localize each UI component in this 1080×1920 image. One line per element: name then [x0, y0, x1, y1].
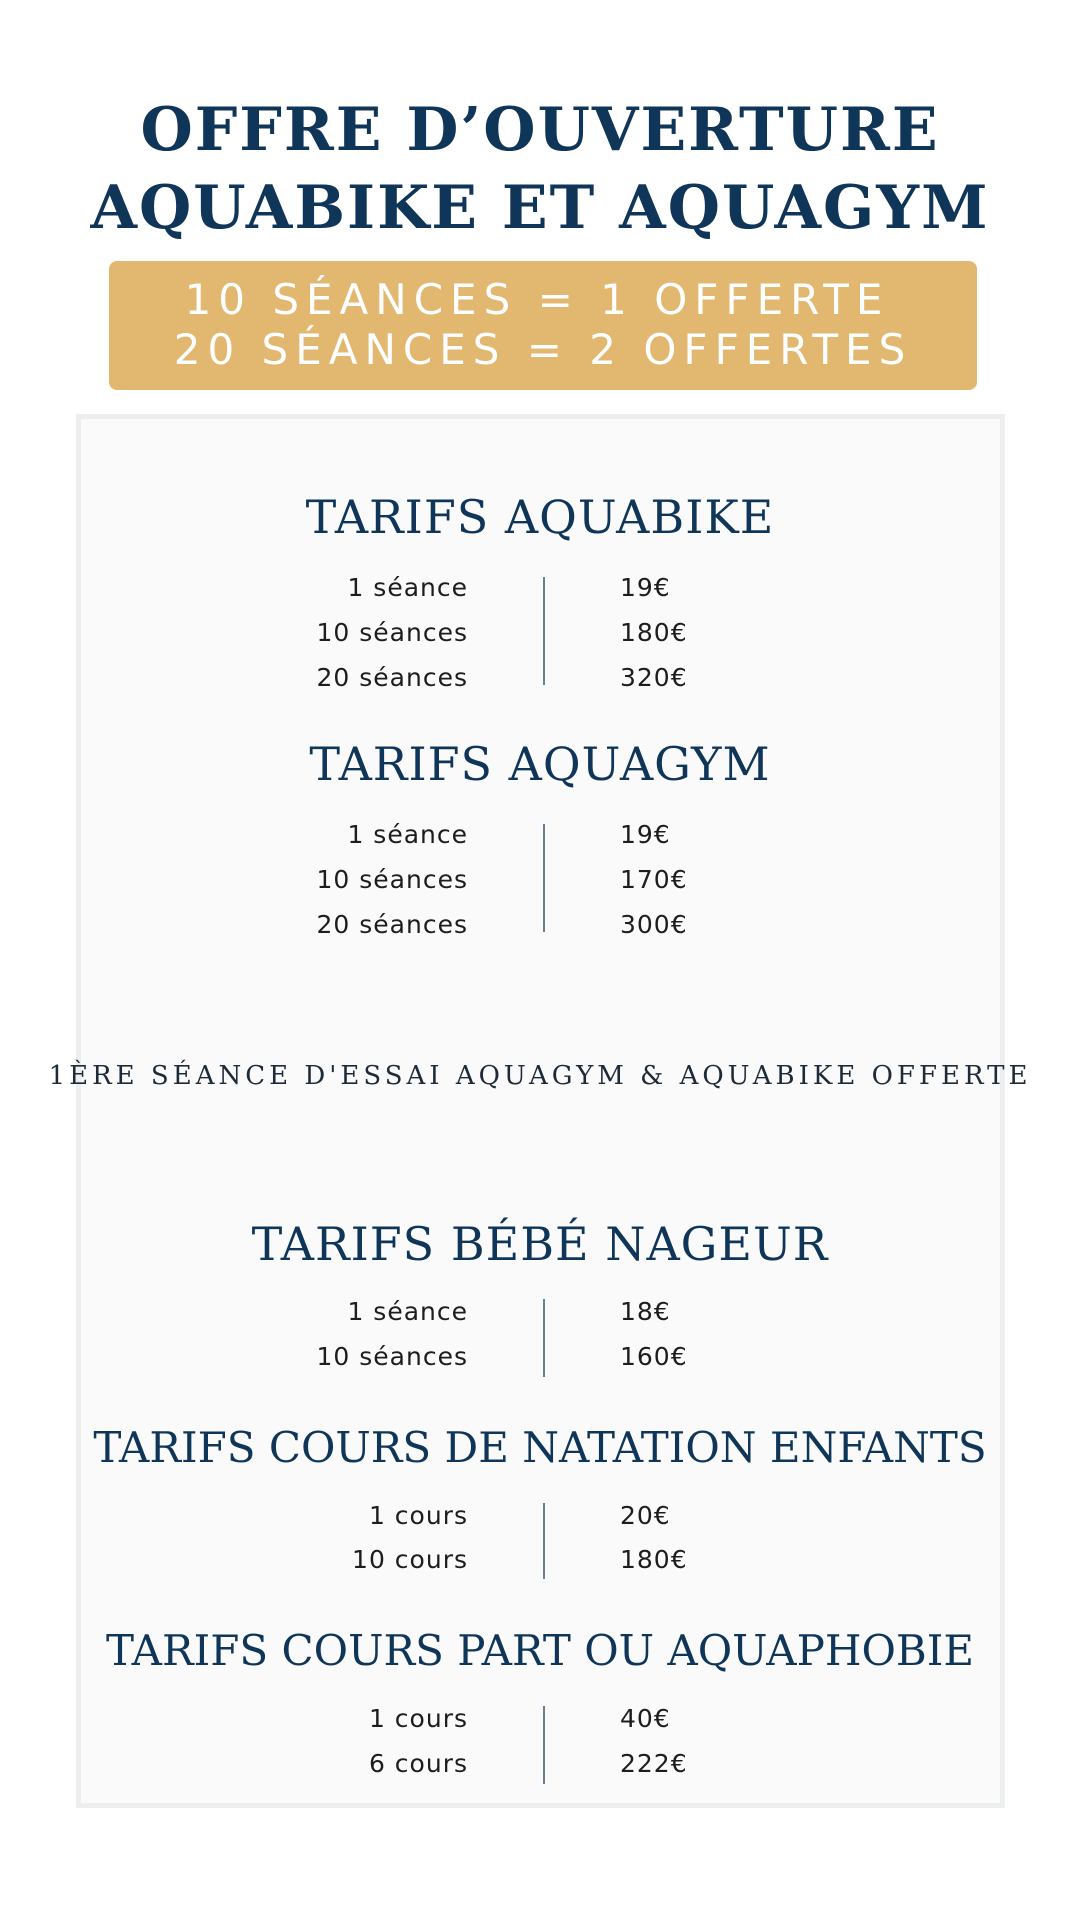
price-row-amount: 19€ — [620, 820, 671, 849]
price-row-quantity: 6 cours — [368, 1749, 468, 1778]
price-row — [0, 663, 1080, 699]
price-row — [0, 1501, 1080, 1537]
price-row — [0, 1704, 1080, 1740]
price-row-amount: 222€ — [620, 1749, 688, 1778]
section-title-aquagym: TARIFS AQUAGYM — [309, 737, 771, 791]
section-title-aquabike: TARIFS AQUABIKE — [305, 490, 775, 544]
price-row-quantity: 20 séances — [316, 910, 468, 939]
price-row-amount: 160€ — [620, 1342, 688, 1371]
price-row-quantity: 1 séance — [347, 820, 468, 849]
headline-line-1: OFFRE D’OUVERTURE — [140, 95, 940, 165]
offer-banner — [109, 261, 977, 390]
headline-line-2: AQUABIKE ET AQUAGYM — [90, 173, 990, 243]
price-row-amount: 180€ — [620, 1545, 688, 1574]
price-row-amount: 40€ — [620, 1704, 671, 1733]
price-row-quantity: 1 cours — [368, 1501, 468, 1530]
price-row-quantity: 20 séances — [316, 663, 468, 692]
price-row-amount: 300€ — [620, 910, 688, 939]
price-row — [0, 1749, 1080, 1785]
price-row — [0, 1545, 1080, 1581]
price-row — [0, 618, 1080, 654]
price-row-amount: 320€ — [620, 663, 688, 692]
price-row — [0, 910, 1080, 946]
price-row-amount: 180€ — [620, 618, 688, 647]
trial-offer-text: 1ÈRE SÉANCE D'ESSAI AQUAGYM & AQUABIKE OFFERTE — [48, 1061, 1032, 1091]
price-row — [0, 820, 1080, 856]
price-row-amount: 18€ — [620, 1297, 671, 1326]
price-row-quantity: 1 cours — [368, 1704, 468, 1733]
price-row — [0, 865, 1080, 901]
price-row-amount: 19€ — [620, 573, 671, 602]
price-row — [0, 1342, 1080, 1378]
price-row — [0, 1297, 1080, 1333]
price-row-quantity: 10 séances — [316, 618, 468, 647]
section-title-bebe-nageur: TARIFS BÉBÉ NAGEUR — [251, 1217, 829, 1271]
offer-banner-line-1: 10 SÉANCES = 1 OFFERTE — [184, 275, 890, 324]
price-row-quantity: 10 séances — [316, 1342, 468, 1371]
section-title-natation-enfants: TARIFS COURS DE NATATION ENFANTS — [93, 1423, 987, 1472]
price-row-quantity: 10 séances — [316, 865, 468, 894]
price-row — [0, 573, 1080, 609]
section-title-aquaphobie: TARIFS COURS PART OU AQUAPHOBIE — [105, 1626, 975, 1675]
offer-banner-line-2: 20 SÉANCES = 2 OFFERTES — [173, 325, 913, 374]
price-row-quantity: 1 séance — [347, 1297, 468, 1326]
price-row-quantity: 1 séance — [347, 573, 468, 602]
price-row-amount: 20€ — [620, 1501, 671, 1530]
price-row-amount: 170€ — [620, 865, 688, 894]
price-row-quantity: 10 cours — [352, 1545, 468, 1574]
